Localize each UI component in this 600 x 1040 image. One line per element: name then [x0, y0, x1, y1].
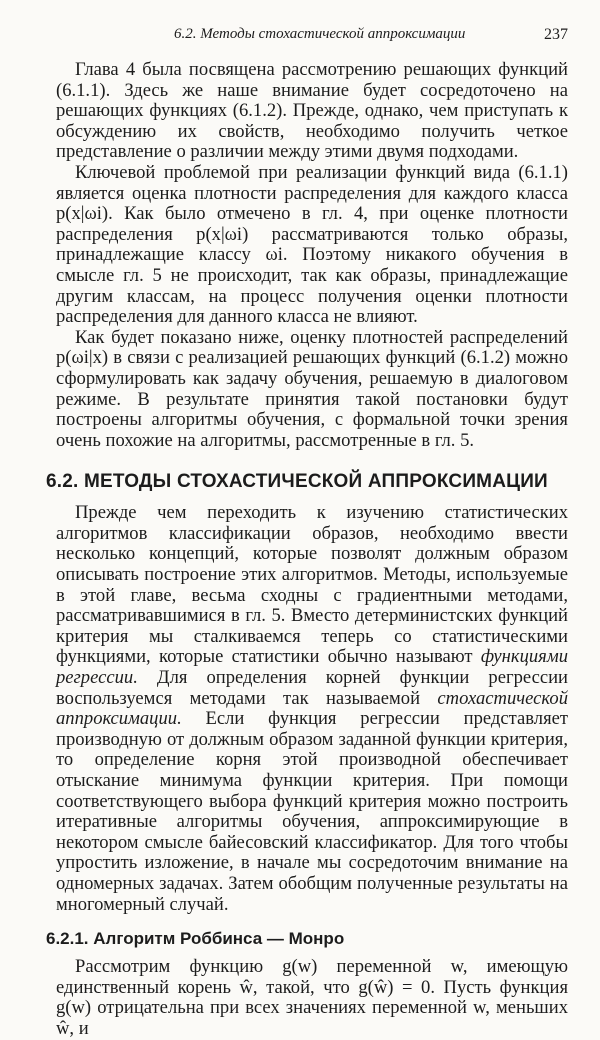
subsection-heading: 6.2.1. Алгоритм Роббинса — Монро [46, 929, 345, 949]
paragraph-2: Ключевой проблемой при реализации функций вида (6.1.1) является оценка плотности распределения для каждого класса p(x|ωi). Как было отмечено в гл. 4, при оценке плотности распределения p(x|ωi) рассматриваются только образы, принадлежащие классу ωi. Поэтому никакого обучения в смысле гл. 5 не происходит, так как образы, принадлежащие другим классам, на процесс получения оценки плотности распределения для данного класса не влияют. [56, 161, 568, 328]
paragraph-4-part-b: Для определения корней функции регрессии воспользуемся методами так называемой [56, 667, 568, 709]
term-stochastic-approximation: стохастической аппроксимации. [56, 687, 568, 730]
paragraph-4 [56, 503, 568, 915]
page-number: 237 [544, 26, 568, 43]
paragraph-4-part-a: Прежде чем переходить к изучению статистических алгоритмов классификации образов, необходимо ввести несколько концепций, которые позволят должным образом описывать построение этих алгоритмов. Методы, используемые в этой главе, весьма сходны с градиентными методами, рассматривавшимися в гл. 5. Вместо детерминистских функций критерия мы сталкиваемся теперь со статистическими функциями, которые статистики обычно называют [56, 502, 568, 668]
section-heading: 6.2. МЕТОДЫ СТОХАСТИЧЕСКОЙ АППРОКСИМАЦИИ [46, 471, 548, 493]
page-content [46, 59, 568, 1040]
paragraph-5: Рассмотрим функцию g(w) переменной w, имеющую единственный корень ŵ, такой, что g(ŵ) = 0. Пусть функция g(w) отрицательна при всех значениях переменной w, меньших ŵ, и [56, 956, 568, 1039]
running-head-title: 6.2. Методы стохастической аппроксимации [174, 26, 466, 42]
running-head [56, 26, 568, 46]
paragraph-4-part-c: Если функция регрессии представляет производную от должным образом заданной функции критерия, то определение корня этой производной обеспечивает отыскание минимума функции критерия. При помощи соответствующего выбора функций критерия можно построить итеративные алгоритмы обучения, аппроксимирующие в некотором смысле байесовский классификатор. Для того чтобы упростить изложение, в начале мы сосредоточим внимание на одномерных задачах. Затем обобщим полученные результаты на многомерный случай. [56, 708, 568, 915]
paragraph-3: Как будет показано ниже, оценку плотностей распределений p(ωi|x) в связи с реализацией решающих функций (6.1.2) можно сформулировать как задачу обучения, решаемую в диалоговом режиме. В результате принятия такой постановки будут построены алгоритмы обучения, с формальной точки зрения очень похожие на алгоритмы, рассмотренные в гл. 5. [56, 326, 568, 451]
term-regression-functions: функциями регрессии. [56, 646, 568, 689]
paragraph-1: Глава 4 была посвящена рассмотрению решающих функций (6.1.1). Здесь же наше внимание будет сосредоточено на решающих функциях (6.1.2). Прежде, однако, чем приступать к обсуждению их свойств, необходимо получить четкое представление о различии между этими двумя подходами. [56, 59, 568, 163]
